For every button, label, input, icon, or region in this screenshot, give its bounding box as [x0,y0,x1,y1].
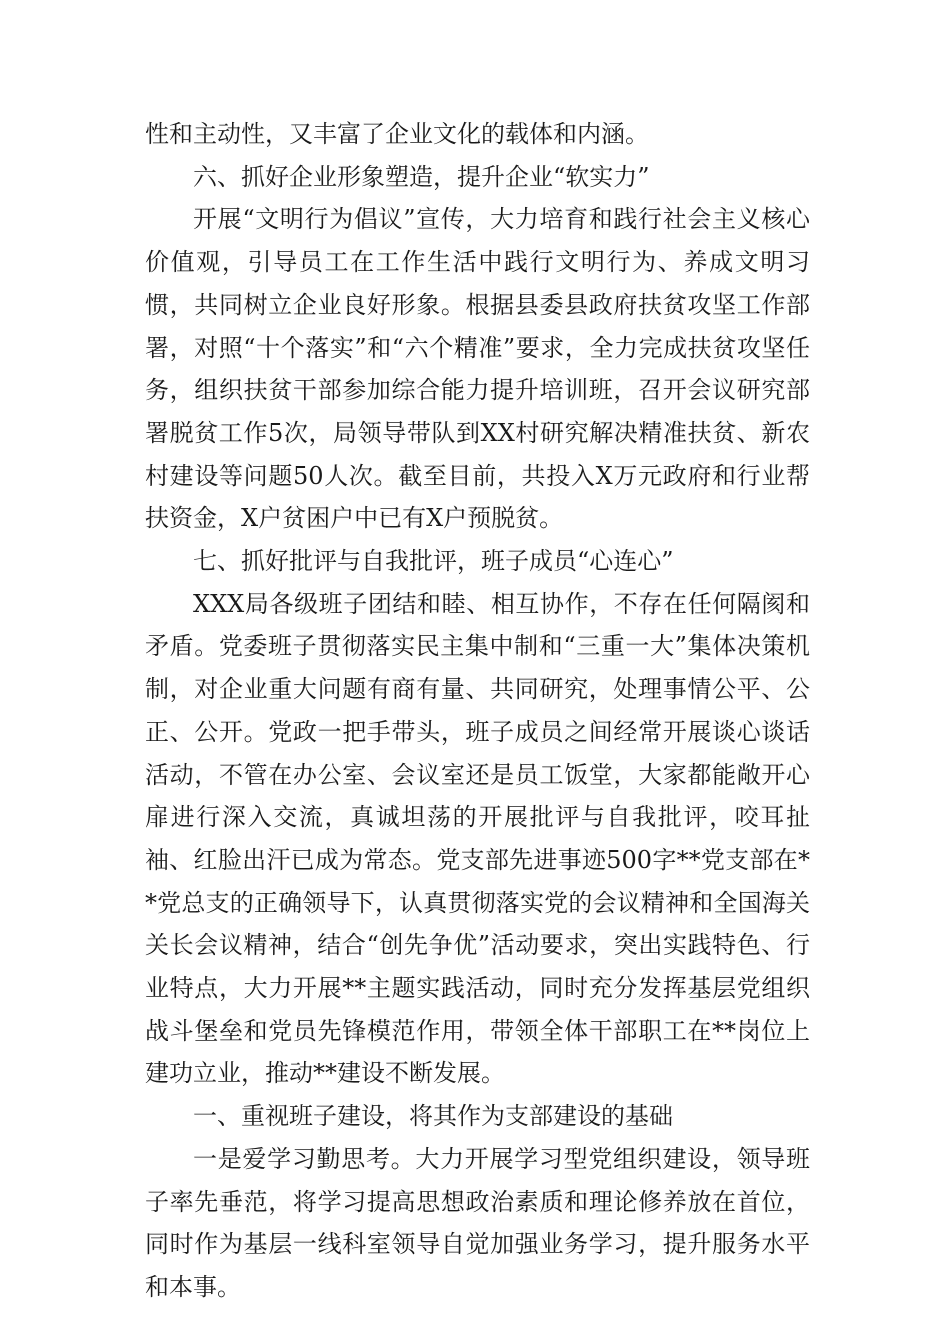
paragraph-continued: 性和主动性，又丰富了企业文化的载体和内涵。 [145,120,649,148]
section-heading-one: 一、重视班子建设，将其作为支部建设的基础 [193,1102,673,1131]
paragraph-image-building: 开展“文明行为倡议”宣传，大力培育和践行社会主义核心价值观，引导员工在工作生活中践行文明行为、养成文明习惯，共同树立企业良好形象。根据县委县政府扶贫攻坚工作部署，对照“十个落实”和“六个精准”要求，全力完成扶贫攻坚任务，组织扶贫干部参加综合能力提升培训班，召开会议研究部署脱贫工作5次，局领导带队到XX村研究解决精准扶贫、新农村建设等问题50人次。截至目前，共投入X万元政府和行业帮扶资金，X户贫困户中已有X户预脱贫。 [145,205,810,533]
paragraph-criticism: XXX局各级班子团结和睦、相互协作，不存在任何隔阂和矛盾。党委班子贯彻落实民主集中制和“三重一大”集体决策机制，对企业重大问题有商有量、共同研究，处理事情公平、公正、公开。党政一把手带头，班子成员之间经常开展谈心谈话活动，不管在办公室、会议室还是员工饭堂，大家都能敞开心扉进行深入交流，真诚坦荡的开展批评与自我批评，咬耳扯袖、红脸出汗已成为常态。党支部先进事迹500字**党支部在**党总支的正确领导下，认真贯彻落实党的会议精神和全国海关关长会议精神，结合“创先争优”活动要求，突出实践特色、行业特点，大力开展**主题实践活动，同时充分发挥基层党组织战斗堡垒和党员先锋模范作用，带领全体干部职工在**岗位上建功立业，推动**建设不断发展。 [145,589,810,1088]
document-body [145,113,810,1309]
section-heading-seven: 七、抓好批评与自我批评，班子成员“心连心” [193,547,674,576]
paragraph-learning: 一是爱学习勤思考。大力开展学习型党组织建设，领导班子率先垂范，将学习提高思想政治素质和理论修养放在首位，同时作为基层一线科室领导自觉加强业务学习，提升服务水平和本事。 [145,1144,810,1301]
section-heading-six: 六、抓好企业形象塑造，提升企业“软实力” [193,162,650,191]
